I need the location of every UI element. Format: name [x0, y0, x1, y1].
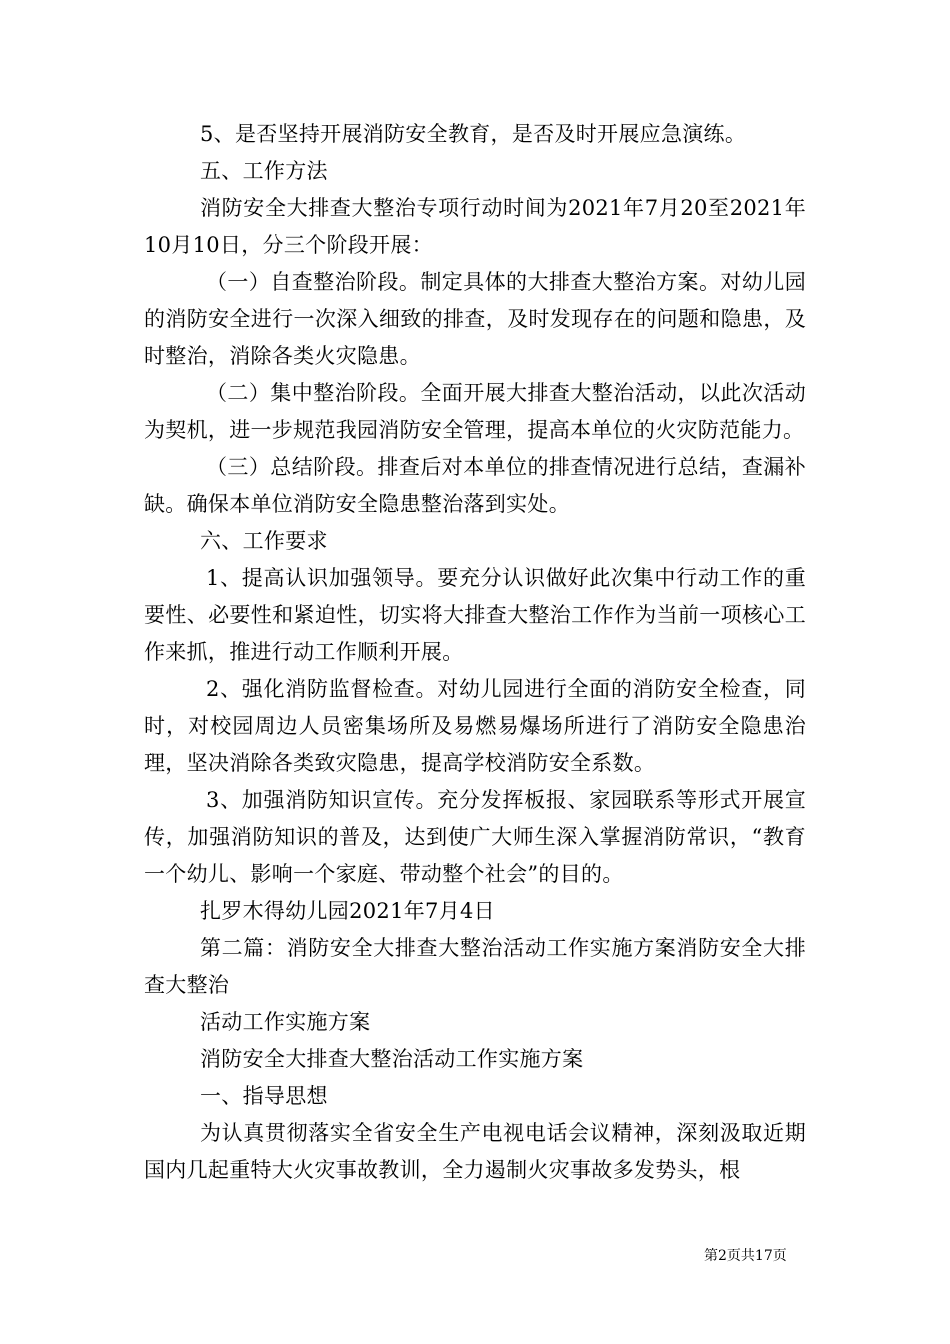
section-heading-guiding-ideology: 一、指导思想 [200, 1084, 328, 1108]
paragraph-stage-1: （一）自查整治阶段。制定具体的大排查大整治方案。对幼儿园的消防安全进行一次深入细致的排查，及时发现存在的问题和隐患，及时整治，消除各类火灾隐患。 [144, 270, 806, 368]
paragraph-requirement-3: 3、加强消防知识宣传。充分发挥板报、家园联系等形式开展宣传，加强消防知识的普及，达到使广大师生深入掌握消防常识，“教育一个幼儿、影响一个家庭、带动整个社会”的目的。 [144, 788, 806, 886]
second-article-subtitle: 活动工作实施方案 [200, 1010, 371, 1034]
paragraph-stage-2: （二）集中整治阶段。全面开展大排查大整治活动，以此次活动为契机，进一步规范我园消防安全管理，提高本单位的火灾防范能力。 [144, 381, 806, 442]
paragraph-requirement-2: 2、强化消防监督检查。对幼儿园进行全面的消防安全检查，同时，对校园周边人员密集场所及易燃易爆场所进行了消防安全隐患治理，坚决消除各类致灾隐患，提高学校消防安全系数。 [144, 677, 806, 775]
second-article-heading: 消防安全大排查大整治活动工作实施方案 [200, 1047, 584, 1071]
page-number: 第2页共17页 [704, 1248, 787, 1264]
document-body [144, 116, 806, 1189]
paragraph-schedule: 消防安全大排查大整治专项行动时间为2021年7月20至2021年10月10日，分三个阶段开展： [144, 196, 806, 257]
paragraph-requirement-1: 1、提高认识加强领导。要充分认识做好此次集中行动工作的重要性、必要性和紧迫性，切实将大排查大整治工作作为当前一项核心工作来抓，推进行动工作顺利开展。 [144, 566, 806, 664]
signature-line: 扎罗木得幼儿园2021年7月4日 [200, 899, 495, 923]
section-heading-work-requirements: 六、工作要求 [200, 529, 328, 553]
paragraph-stage-3: （三）总结阶段。排查后对本单位的排查情况进行总结，查漏补缺。确保本单位消防安全隐患整治落到实处。 [144, 455, 806, 516]
paragraph-item-5: 5、是否坚持开展消防安全教育，是否及时开展应急演练。 [200, 122, 747, 146]
paragraph-guiding-ideology: 为认真贯彻落实全省安全生产电视电话会议精神，深刻汲取近期国内几起重特大火灾事故教训，全力遏制火灾事故多发势头，根 [144, 1121, 806, 1182]
section-heading-work-method: 五、工作方法 [200, 159, 328, 183]
second-article-title: 第二篇：消防安全大排查大整治活动工作实施方案消防安全大排查大整治 [144, 936, 806, 997]
